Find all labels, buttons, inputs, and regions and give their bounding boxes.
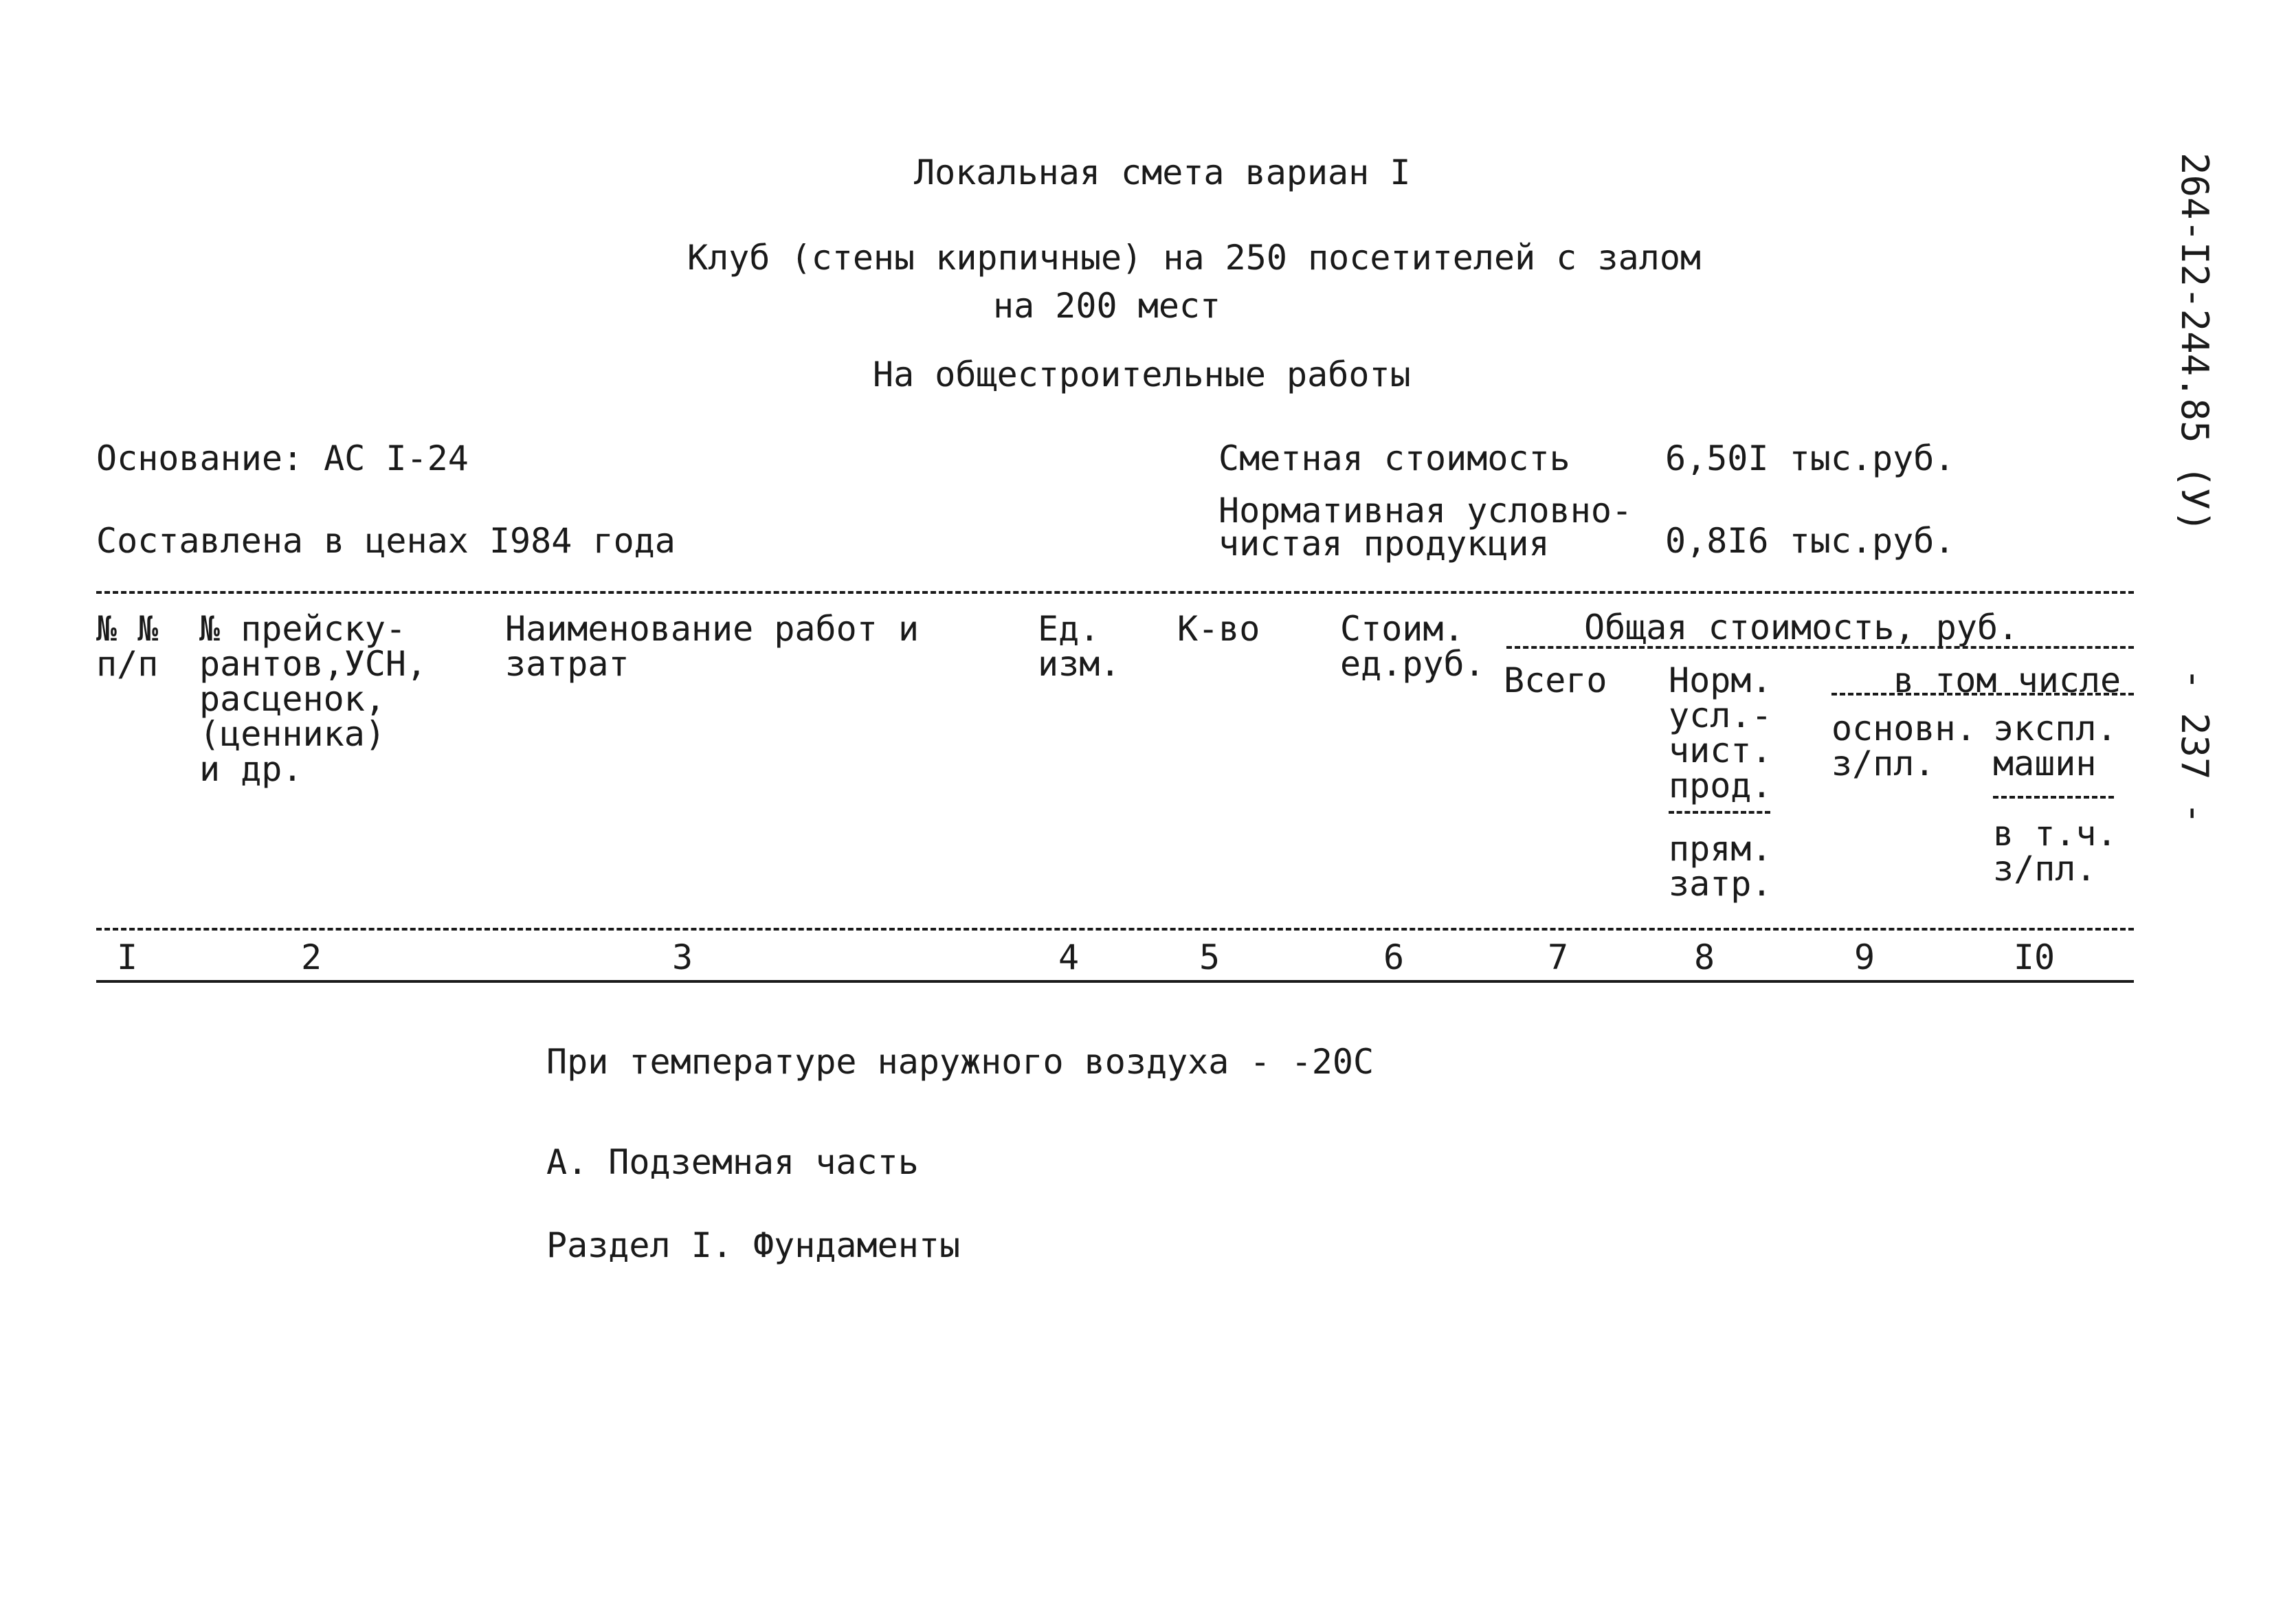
col-header-machine-operation: экспл. машин — [1993, 709, 2117, 783]
column-number-5: 5 — [1199, 937, 1221, 977]
subgroup-rule — [1831, 693, 2134, 696]
col-header-total: Всего — [1504, 660, 1607, 700]
column-number-4: 4 — [1058, 937, 1080, 977]
col-header-machine-salary: в т.ч. з/пл. — [1993, 814, 2117, 889]
document-code: 264-I2-244.85 (У) — [2173, 153, 2216, 533]
page-number: - 237 - — [2173, 668, 2216, 825]
normative-product-label-2: чистая продукция — [1218, 524, 1550, 564]
col-header-quantity: К-во — [1177, 609, 1260, 649]
col10-divider — [1993, 796, 2114, 799]
normative-product-label-1: Нормативная условно- — [1218, 491, 1633, 531]
column-number-3: 3 — [671, 937, 693, 977]
col-header-norm-product: Норм. усл.- чист. прод. — [1669, 660, 1772, 805]
col-header-unit: Ед. изм. — [1038, 609, 1121, 684]
object-name-line1: Клуб (стены кирпичные) на 250 посетителей с залом — [687, 238, 1702, 278]
column-number-8: 8 — [1693, 937, 1715, 977]
estimated-cost-label: Сметная стоимость — [1218, 438, 1570, 478]
section-heading: Раздел I. Фундаменты — [546, 1225, 961, 1265]
estimated-cost-value: 6,50I тыс.руб. — [1665, 438, 1955, 478]
col-header-pricelist: № прейску- рантов,УСН, расценок, (ценника) и др. — [199, 609, 427, 789]
normative-product-value: 0,8I6 тыс.руб. — [1665, 521, 1955, 561]
col8-divider — [1669, 811, 1770, 814]
basis-text: Основание: АС I-24 — [96, 438, 469, 478]
column-number-10: I0 — [2013, 937, 2056, 977]
col-header-unit-cost: Стоим. ед.руб. — [1340, 609, 1485, 684]
col-header-base-salary: основн. з/пл. — [1831, 709, 1976, 783]
works-type: На общестроительные работы — [873, 355, 1411, 394]
column-number-1: I — [116, 937, 138, 977]
numbers-bottom-rule — [96, 980, 2134, 983]
numbers-top-rule — [96, 928, 2134, 931]
col-group-total-cost: Общая стоимость, руб. — [1584, 608, 2019, 647]
column-number-6: 6 — [1383, 937, 1405, 977]
document-title: Локальная смета вариан I — [914, 153, 1411, 192]
group-header-rule — [1506, 646, 2134, 649]
column-number-7: 7 — [1547, 937, 1569, 977]
col-header-work-name: Наименование работ и затрат — [505, 609, 920, 684]
column-number-9: 9 — [1853, 937, 1875, 977]
col-header-number: № № п/п — [96, 609, 159, 684]
table-top-rule — [96, 591, 2134, 594]
temperature-condition: При температуре наружного воздуха - -20С — [546, 1042, 1374, 1082]
prices-year-text: Составлена в ценах I984 года — [96, 521, 676, 561]
column-number-2: 2 — [300, 937, 322, 977]
col-subgroup-including: в том числе — [1893, 660, 2121, 700]
part-heading: А. Подземная часть — [546, 1142, 919, 1182]
col-header-direct-costs: прям. затр. — [1669, 829, 1772, 904]
object-name-line2: на 200 мест — [993, 286, 1221, 326]
